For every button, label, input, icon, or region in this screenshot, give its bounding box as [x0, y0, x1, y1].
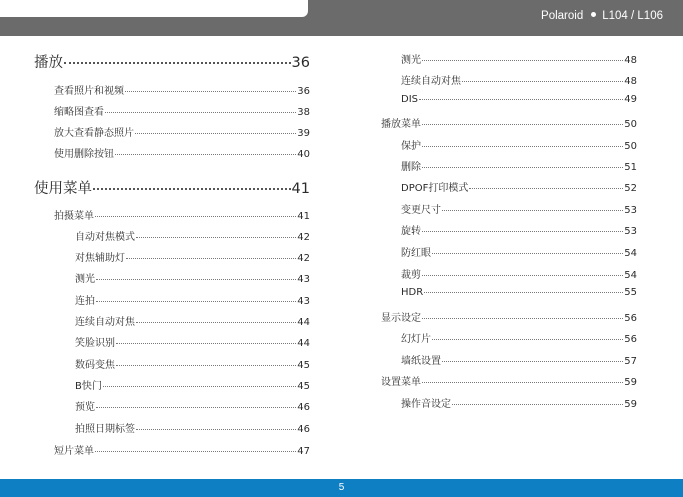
- toc-entry-page: 59: [624, 377, 637, 388]
- toc-entry-label: 查看照片和视频: [54, 86, 124, 97]
- toc-entry-label: 连续自动对焦: [75, 317, 135, 328]
- toc-leader: [64, 62, 291, 64]
- toc-entry-label: 使用删除按钮: [54, 149, 114, 160]
- toc-entry[interactable]: [401, 158, 637, 173]
- toc-entry[interactable]: [54, 207, 310, 222]
- toc-leader: [116, 365, 296, 366]
- toc-entry-label: 预览: [75, 402, 95, 413]
- toc-entry-page: 45: [297, 381, 310, 392]
- toc-entry-page: 44: [297, 317, 310, 328]
- toc-entry-page: 50: [624, 119, 637, 130]
- toc-entry-page: 48: [624, 55, 637, 66]
- toc-entry-label: 使用菜单: [34, 181, 92, 197]
- toc-entry-label: 短片菜单: [54, 446, 94, 457]
- toc-entry-page: 43: [297, 296, 310, 307]
- header-tab: [0, 0, 308, 17]
- toc-entry-page: 46: [297, 402, 310, 413]
- toc-entry-page: 41: [297, 211, 310, 222]
- toc-entry-label: 连续自动对焦: [401, 76, 461, 87]
- toc-entry[interactable]: [381, 115, 637, 130]
- toc-entry-label: 删除: [401, 162, 421, 173]
- toc-leader: [135, 133, 296, 134]
- toc-leader: [422, 318, 623, 319]
- toc-entry-page: 51: [624, 162, 637, 173]
- toc-leader: [126, 258, 296, 259]
- toc-entry-label: 变更尺寸: [401, 205, 441, 216]
- toc-entry[interactable]: [401, 287, 637, 298]
- toc-entry-page: 56: [624, 334, 637, 345]
- toc-leader: [96, 301, 296, 302]
- toc-leader: [422, 167, 623, 168]
- toc-leader: [95, 451, 296, 452]
- toc-entry-page: 41: [291, 181, 310, 197]
- toc-entry-label: 保护: [401, 141, 421, 152]
- toc-entry-page: 54: [624, 248, 637, 259]
- toc-leader: [419, 99, 623, 100]
- toc-entry-page: 42: [297, 253, 310, 264]
- toc-entry-label: 对焦辅助灯: [75, 253, 125, 264]
- toc-leader: [422, 275, 623, 276]
- toc-entry[interactable]: [75, 356, 310, 371]
- toc-entry[interactable]: [401, 266, 637, 281]
- toc-entry-label: 幻灯片: [401, 334, 431, 345]
- toc-entry-page: 56: [624, 313, 637, 324]
- toc-leader: [136, 322, 296, 323]
- toc-entry-label: DIS: [401, 94, 418, 105]
- toc-entry-label: 连拍: [75, 296, 95, 307]
- toc-entry-label: HDR: [401, 287, 424, 298]
- toc-entry-label: 防红眼: [401, 248, 431, 259]
- toc-entry[interactable]: [54, 145, 310, 160]
- toc-entry[interactable]: [54, 124, 310, 139]
- toc-entry[interactable]: [381, 309, 637, 324]
- toc-entry[interactable]: [75, 313, 310, 328]
- toc-entry[interactable]: [401, 94, 637, 105]
- toc-entry-label: 裁剪: [401, 270, 421, 281]
- toc-leader: [93, 188, 291, 190]
- toc-entry-page: 50: [624, 141, 637, 152]
- toc-leader: [95, 216, 296, 217]
- toc-entry-label: 拍摄菜单: [54, 211, 94, 222]
- toc-entry[interactable]: [75, 334, 310, 349]
- toc-entry[interactable]: [401, 395, 637, 410]
- toc-entry-page: 47: [297, 446, 310, 457]
- toc-entry-page: 36: [297, 86, 310, 97]
- toc-entry[interactable]: [401, 330, 637, 345]
- toc-entry[interactable]: [401, 179, 637, 194]
- toc-leader: [422, 60, 623, 61]
- header-bar: [0, 0, 683, 36]
- toc-entry-label: 操作音设定: [401, 399, 451, 410]
- toc-entry-page: 43: [297, 274, 310, 285]
- toc-leader: [469, 188, 623, 189]
- toc-entry-label: 旋转: [401, 226, 421, 237]
- toc-entry[interactable]: [75, 420, 310, 435]
- toc-leader: [115, 154, 296, 155]
- toc-entry-label: 自动对焦模式: [75, 232, 135, 243]
- brand-name: Polaroid: [541, 10, 584, 22]
- toc-leader: [442, 210, 623, 211]
- toc-entry-page: 49: [624, 94, 637, 105]
- toc-leader: [116, 343, 296, 344]
- toc-entry-page: 38: [297, 107, 310, 118]
- toc-entry[interactable]: [401, 244, 637, 259]
- toc-entry-page: 53: [624, 205, 637, 216]
- toc-entry[interactable]: [381, 373, 637, 388]
- bullet-icon: [591, 12, 596, 17]
- toc-entry[interactable]: [401, 72, 637, 87]
- toc-entry[interactable]: [75, 377, 310, 392]
- toc-entry[interactable]: [54, 82, 310, 97]
- toc-leader: [96, 279, 296, 280]
- toc-entry[interactable]: [75, 228, 310, 243]
- toc-leader: [422, 124, 623, 125]
- toc-entry-page: 52: [624, 183, 637, 194]
- toc-entry[interactable]: [401, 137, 637, 152]
- toc-entry-label: 测光: [401, 55, 421, 66]
- toc-leader: [422, 146, 623, 147]
- toc-entry[interactable]: [54, 442, 310, 457]
- toc-entry[interactable]: [401, 352, 637, 367]
- toc-leader: [136, 237, 296, 238]
- toc-entry-label: DPOF打印模式: [401, 183, 469, 194]
- toc-entry-page: 54: [624, 270, 637, 281]
- toc-entry-page: 45: [297, 360, 310, 371]
- toc-entry-label: 设置菜单: [381, 377, 421, 388]
- toc-entry-label: 笑脸识别: [75, 338, 115, 349]
- toc-entry-label: 测光: [75, 274, 95, 285]
- toc-entry-page: 53: [624, 226, 637, 237]
- toc-entry-label: 数码变焦: [75, 360, 115, 371]
- toc-leader: [422, 231, 623, 232]
- toc-leader: [125, 91, 296, 92]
- brand-label: [541, 10, 663, 22]
- toc-entry-label: 墙纸设置: [401, 356, 441, 367]
- toc-leader: [432, 253, 623, 254]
- toc-leader: [452, 404, 623, 405]
- toc-entry-label: 播放菜单: [381, 119, 421, 130]
- toc-entry[interactable]: [401, 201, 637, 216]
- toc-leader: [424, 292, 623, 293]
- toc-entry-page: 39: [297, 128, 310, 139]
- toc-leader: [96, 407, 296, 408]
- toc-leader: [432, 339, 623, 340]
- toc-entry-page: 40: [297, 149, 310, 160]
- footer-bar: [0, 479, 683, 497]
- toc-entry-label: 播放: [34, 55, 63, 71]
- toc-leader: [422, 382, 623, 383]
- toc-entry[interactable]: [75, 249, 310, 264]
- toc-entry-page: 59: [624, 399, 637, 410]
- toc-entry-page: 42: [297, 232, 310, 243]
- toc-entry-page: 48: [624, 76, 637, 87]
- toc-leader: [103, 386, 296, 387]
- toc-leader: [462, 81, 623, 82]
- toc-entry[interactable]: [401, 51, 637, 66]
- toc-entry-page: 57: [624, 356, 637, 367]
- toc-entry-label: 缩略图查看: [54, 107, 104, 118]
- toc-entry-label: 显示设定: [381, 313, 421, 324]
- toc-entry-page: 46: [297, 424, 310, 435]
- toc-entry[interactable]: [54, 103, 310, 118]
- toc-entry[interactable]: [75, 270, 310, 285]
- toc-entry-label: 放大查看静态照片: [54, 128, 134, 139]
- toc-leader: [105, 112, 296, 113]
- model-name: L104 / L106: [602, 10, 663, 22]
- toc-entry-label: B快门: [75, 381, 102, 392]
- toc-entry-page: 44: [297, 338, 310, 349]
- toc-entry[interactable]: [34, 51, 310, 72]
- toc-entry[interactable]: [75, 398, 310, 413]
- toc-leader: [136, 429, 296, 430]
- toc-entry[interactable]: [401, 222, 637, 237]
- page-number: 5: [338, 482, 345, 493]
- toc-entry[interactable]: [34, 177, 310, 198]
- toc-entry-label: 拍照日期标签: [75, 424, 135, 435]
- toc-leader: [442, 361, 623, 362]
- toc-entry-page: 36: [291, 55, 310, 71]
- toc-entry[interactable]: [75, 292, 310, 307]
- toc-entry-page: 55: [624, 287, 637, 298]
